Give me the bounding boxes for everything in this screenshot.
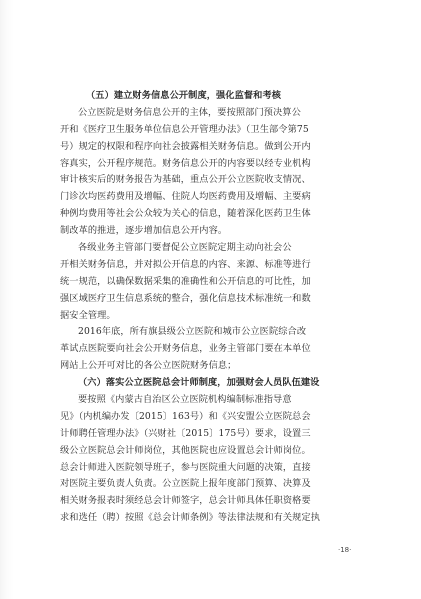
paragraph-line: 相关财务报表时须经总会计师签字，总会计师具体任职资格要 (60, 495, 311, 507)
paragraph-line: 级公立医院总会计师岗位，其他医院也应设置总会计师岗位。 (60, 444, 311, 456)
paragraph-line: 容真实，公开程序规范。财务信息公开的内容要以经专业机构 (60, 157, 311, 169)
paragraph-line: 审计核实后的财务报告为基础，重点公开公立医院收支情况、 (60, 174, 311, 186)
paragraph-line: 种例均费用等社会公众较为关心的信息，随着深化医药卫生体 (60, 208, 311, 220)
paragraph-line: 求和选任（聘）按照《总会计师条例》等法律法规和有关规定执 (60, 512, 321, 524)
paragraph-line: 门诊次均医药费用及增幅、住院人均医药费用及增幅、主要病 (60, 191, 311, 203)
page-number: ·18· (338, 546, 352, 554)
paragraph-line: 号）规定的权限和程序向社会披露相关财务信息。做到公开内 (60, 140, 311, 152)
paragraph-line: 见》（内机编办发〔2015〕163号）和《兴安盟公立医院总会 (60, 410, 311, 422)
paragraph-line: 据安全管理。 (60, 309, 116, 321)
paragraph-line: 强区域医疗卫生信息系统的整合，强化信息技术标准统一和数 (60, 292, 311, 304)
paragraph-line: 革试点医院要向社会公开财务信息，业务主管部门要在本单位 (60, 343, 311, 355)
section-heading: （六）落实公立医院总会计师制度，加强财会人员队伍建设 (78, 377, 320, 389)
paragraph-line: 总会计师进入医院领导班子，参与医院重大问题的决策，直接 (60, 461, 311, 473)
paragraph-line: 要按照《内蒙古自治区公立医院机构编制标准指导意 (78, 394, 292, 406)
body-text (60, 88, 370, 527)
paragraph-line: 统一规范，以确保数据采集的准确性和公开信息的可比性，加 (60, 275, 311, 287)
paragraph-line: 各级业务主管部门要督促公立医院定期主动向社会公 (78, 242, 292, 254)
paragraph-line: 公立医院是财务信息公开的主体，要按照部门预决算公 (78, 106, 301, 118)
paragraph-line: 2016年底，所有旗县级公立医院和城市公立医院综合改 (78, 326, 307, 338)
paragraph-line: 开相关财务信息，并对拟公开信息的内容、来源、标准等进行 (60, 258, 311, 270)
section-heading: （五）建立财务信息公开制度，强化监督和考核 (86, 90, 282, 101)
paragraph-line: 对医院主要负责人负责。公立医院上报年度部门预算、决算及 (60, 478, 311, 490)
paragraph-line: 开和《医疗卫生服务单位信息公开管理办法》（卫生部令第75 (60, 123, 309, 135)
paragraph-line: 计师聘任管理办法》（兴财社〔2015〕175号）要求，设置三 (60, 427, 311, 439)
paragraph-line: 制改革的推进，逐步增加信息公开内容。 (60, 225, 228, 237)
paragraph-line: 网站上公开可对比的各公立医院财务信息； (60, 360, 237, 372)
